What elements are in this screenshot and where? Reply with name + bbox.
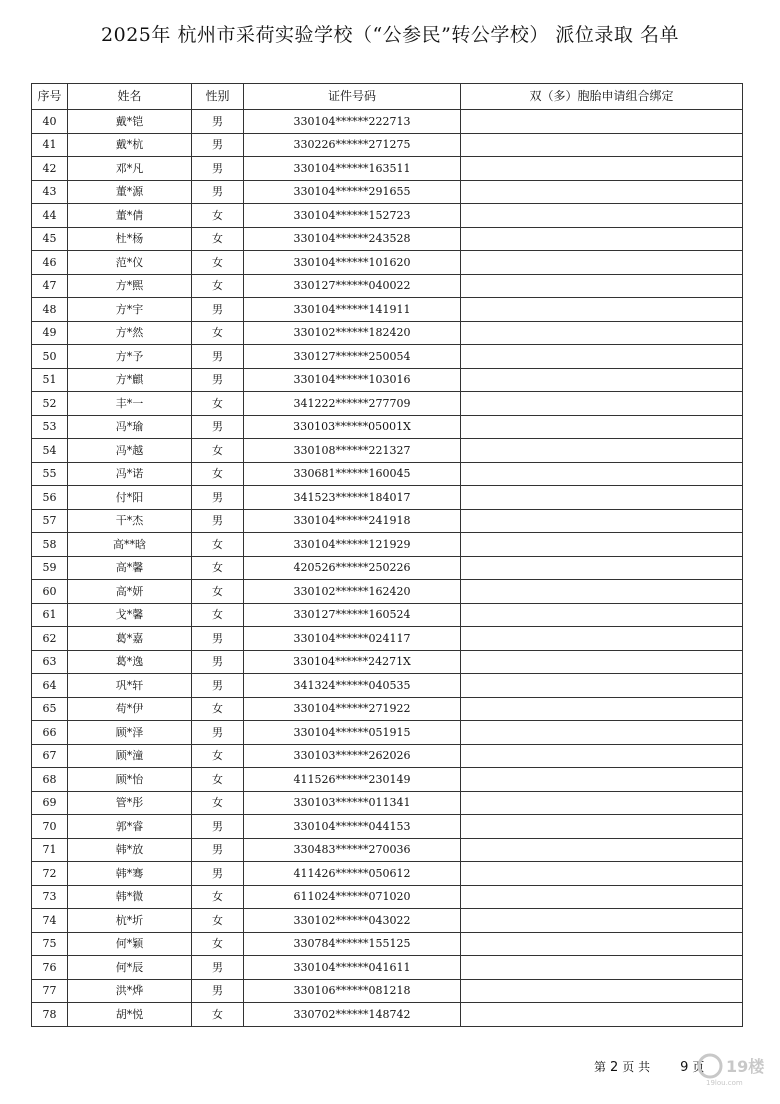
table-row — [32, 1003, 743, 1027]
cell-no: 44 — [32, 204, 68, 228]
cell-binding — [461, 415, 743, 439]
cell-no: 52 — [32, 392, 68, 416]
cell-binding — [461, 979, 743, 1003]
cell-id: 330127******040022 — [244, 274, 461, 298]
cell-name: 方*宇 — [68, 298, 192, 322]
table-row — [32, 909, 743, 933]
cell-binding — [461, 509, 743, 533]
cell-name: 方*然 — [68, 321, 192, 345]
cell-name: 戴*铠 — [68, 110, 192, 134]
cell-no: 58 — [32, 533, 68, 557]
table-row — [32, 627, 743, 651]
cell-binding — [461, 674, 743, 698]
table-row — [32, 204, 743, 228]
cell-binding — [461, 462, 743, 486]
cell-gender: 女 — [192, 603, 244, 627]
cell-name: 韩*放 — [68, 838, 192, 862]
watermark-ring-icon — [699, 1055, 721, 1077]
cell-name: 何*辰 — [68, 956, 192, 980]
cell-no: 47 — [32, 274, 68, 298]
cell-gender: 男 — [192, 862, 244, 886]
cell-id: 330102******162420 — [244, 580, 461, 604]
cell-binding — [461, 909, 743, 933]
table-row — [32, 838, 743, 862]
cell-name: 胡*悦 — [68, 1003, 192, 1027]
cell-no: 51 — [32, 368, 68, 392]
cell-id: 330104******024117 — [244, 627, 461, 651]
cell-binding — [461, 110, 743, 134]
cell-no: 59 — [32, 556, 68, 580]
cell-gender: 女 — [192, 462, 244, 486]
table-row — [32, 345, 743, 369]
cell-name: 管*彤 — [68, 791, 192, 815]
table-row — [32, 486, 743, 510]
cell-name: 何*颖 — [68, 932, 192, 956]
cell-gender: 男 — [192, 345, 244, 369]
cell-id: 330104******152723 — [244, 204, 461, 228]
table-row — [32, 580, 743, 604]
cell-binding — [461, 932, 743, 956]
header-no: 序号 — [32, 84, 68, 110]
cell-binding — [461, 533, 743, 557]
table-row — [32, 180, 743, 204]
cell-name: 高**晗 — [68, 533, 192, 557]
cell-binding — [461, 274, 743, 298]
cell-name: 丰*一 — [68, 392, 192, 416]
cell-binding — [461, 439, 743, 463]
cell-binding — [461, 791, 743, 815]
cell-id: 330483******270036 — [244, 838, 461, 862]
cell-gender: 女 — [192, 204, 244, 228]
cell-gender: 男 — [192, 110, 244, 134]
cell-gender: 男 — [192, 815, 244, 839]
cell-gender: 女 — [192, 227, 244, 251]
cell-gender: 女 — [192, 768, 244, 792]
cell-id: 330104******243528 — [244, 227, 461, 251]
cell-binding — [461, 815, 743, 839]
cell-no: 68 — [32, 768, 68, 792]
table-row — [32, 509, 743, 533]
cell-no: 75 — [32, 932, 68, 956]
cell-id: 330103******262026 — [244, 744, 461, 768]
watermark-site: 19lou.com — [706, 1079, 743, 1087]
table-row — [32, 956, 743, 980]
cell-name: 葛*逸 — [68, 650, 192, 674]
cell-no: 76 — [32, 956, 68, 980]
cell-no: 48 — [32, 298, 68, 322]
cell-binding — [461, 251, 743, 275]
cell-id: 330104******141911 — [244, 298, 461, 322]
cell-no: 71 — [32, 838, 68, 862]
cell-gender: 男 — [192, 979, 244, 1003]
cell-gender: 男 — [192, 368, 244, 392]
cell-binding — [461, 1003, 743, 1027]
cell-name: 顾*怡 — [68, 768, 192, 792]
table-row — [32, 932, 743, 956]
cell-no: 61 — [32, 603, 68, 627]
cell-gender: 男 — [192, 486, 244, 510]
cell-binding — [461, 556, 743, 580]
table-row — [32, 556, 743, 580]
cell-gender: 男 — [192, 721, 244, 745]
admission-table — [31, 83, 743, 1027]
table-row — [32, 744, 743, 768]
cell-no: 46 — [32, 251, 68, 275]
cell-gender: 女 — [192, 556, 244, 580]
cell-no: 62 — [32, 627, 68, 651]
cell-gender: 女 — [192, 533, 244, 557]
cell-name: 干*杰 — [68, 509, 192, 533]
cell-name: 杜*杨 — [68, 227, 192, 251]
cell-binding — [461, 838, 743, 862]
cell-binding — [461, 227, 743, 251]
cell-name: 巩*轩 — [68, 674, 192, 698]
table-row — [32, 768, 743, 792]
cell-no: 63 — [32, 650, 68, 674]
cell-name: 葛*嘉 — [68, 627, 192, 651]
table-row — [32, 791, 743, 815]
cell-gender: 男 — [192, 956, 244, 980]
table-row — [32, 885, 743, 909]
table-row — [32, 439, 743, 463]
cell-gender: 女 — [192, 251, 244, 275]
cell-name: 杭*圻 — [68, 909, 192, 933]
cell-no: 49 — [32, 321, 68, 345]
cell-gender: 男 — [192, 157, 244, 181]
header-name: 姓名 — [68, 84, 192, 110]
cell-id: 341324******040535 — [244, 674, 461, 698]
table-row — [32, 227, 743, 251]
cell-gender: 男 — [192, 627, 244, 651]
cell-id: 330104******121929 — [244, 533, 461, 557]
footer-label-pages: 页 — [692, 1060, 705, 1074]
cell-binding — [461, 321, 743, 345]
cell-gender: 女 — [192, 791, 244, 815]
cell-name: 付*阳 — [68, 486, 192, 510]
cell-no: 64 — [32, 674, 68, 698]
cell-gender: 女 — [192, 1003, 244, 1027]
cell-id: 420526******250226 — [244, 556, 461, 580]
table-body — [32, 110, 743, 1027]
cell-name: 高*妍 — [68, 580, 192, 604]
footer-label-page: 第 — [594, 1060, 607, 1074]
total-pages-number: 9 — [680, 1060, 689, 1075]
cell-gender: 女 — [192, 321, 244, 345]
cell-no: 60 — [32, 580, 68, 604]
cell-no: 45 — [32, 227, 68, 251]
cell-name: 顾*泽 — [68, 721, 192, 745]
cell-name: 董*倩 — [68, 204, 192, 228]
cell-no: 57 — [32, 509, 68, 533]
cell-no: 40 — [32, 110, 68, 134]
table-row — [32, 697, 743, 721]
table-row — [32, 815, 743, 839]
cell-id: 330104******101620 — [244, 251, 461, 275]
cell-gender: 男 — [192, 298, 244, 322]
cell-binding — [461, 721, 743, 745]
cell-id: 330681******160045 — [244, 462, 461, 486]
cell-id: 330102******043022 — [244, 909, 461, 933]
cell-id: 330104******163511 — [244, 157, 461, 181]
cell-gender: 女 — [192, 580, 244, 604]
table-row — [32, 674, 743, 698]
cell-id: 330103******011341 — [244, 791, 461, 815]
watermark-logo-text: 19楼 — [726, 1057, 765, 1076]
table-row — [32, 298, 743, 322]
cell-id: 411426******050612 — [244, 862, 461, 886]
cell-binding — [461, 627, 743, 651]
cell-name: 顾*潼 — [68, 744, 192, 768]
cell-name: 戴*杭 — [68, 133, 192, 157]
cell-gender: 男 — [192, 180, 244, 204]
page-footer — [594, 1058, 704, 1075]
cell-no: 65 — [32, 697, 68, 721]
cell-id: 330127******250054 — [244, 345, 461, 369]
cell-id: 341523******184017 — [244, 486, 461, 510]
cell-no: 56 — [32, 486, 68, 510]
cell-name: 董*源 — [68, 180, 192, 204]
cell-name: 高*馨 — [68, 556, 192, 580]
header-binding: 双（多）胞胎申请组合绑定 — [461, 84, 743, 110]
cell-gender: 女 — [192, 392, 244, 416]
cell-binding — [461, 392, 743, 416]
cell-binding — [461, 768, 743, 792]
table-header-row — [32, 84, 743, 110]
cell-name: 方*麒 — [68, 368, 192, 392]
cell-binding — [461, 956, 743, 980]
cell-gender: 女 — [192, 909, 244, 933]
cell-id: 330104******041611 — [244, 956, 461, 980]
cell-no: 72 — [32, 862, 68, 886]
cell-id: 330104******271922 — [244, 697, 461, 721]
table-row — [32, 415, 743, 439]
cell-id: 330103******05001X — [244, 415, 461, 439]
cell-name: 冯*诺 — [68, 462, 192, 486]
table-row — [32, 157, 743, 181]
table-row — [32, 721, 743, 745]
cell-no: 78 — [32, 1003, 68, 1027]
cell-no: 73 — [32, 885, 68, 909]
cell-id: 341222******277709 — [244, 392, 461, 416]
cell-binding — [461, 298, 743, 322]
cell-id: 330784******155125 — [244, 932, 461, 956]
cell-no: 42 — [32, 157, 68, 181]
cell-binding — [461, 133, 743, 157]
footer-label-of: 页 共 — [622, 1060, 651, 1074]
table-row — [32, 133, 743, 157]
cell-gender: 女 — [192, 697, 244, 721]
cell-name: 洪*烨 — [68, 979, 192, 1003]
cell-binding — [461, 862, 743, 886]
table-row — [32, 392, 743, 416]
cell-gender: 女 — [192, 439, 244, 463]
table-row — [32, 533, 743, 557]
cell-id: 411526******230149 — [244, 768, 461, 792]
cell-no: 54 — [32, 439, 68, 463]
cell-binding — [461, 180, 743, 204]
cell-no: 50 — [32, 345, 68, 369]
cell-gender: 女 — [192, 932, 244, 956]
cell-id: 330104******044153 — [244, 815, 461, 839]
cell-binding — [461, 157, 743, 181]
cell-no: 66 — [32, 721, 68, 745]
table-row — [32, 321, 743, 345]
cell-id: 330702******148742 — [244, 1003, 461, 1027]
cell-gender: 女 — [192, 274, 244, 298]
cell-binding — [461, 650, 743, 674]
table-row — [32, 603, 743, 627]
table-row — [32, 274, 743, 298]
cell-gender: 男 — [192, 509, 244, 533]
cell-name: 戈*馨 — [68, 603, 192, 627]
cell-no: 53 — [32, 415, 68, 439]
cell-name: 邓*凡 — [68, 157, 192, 181]
cell-binding — [461, 486, 743, 510]
cell-id: 330226******271275 — [244, 133, 461, 157]
cell-gender: 女 — [192, 885, 244, 909]
cell-id: 330104******24271X — [244, 650, 461, 674]
table-row — [32, 650, 743, 674]
cell-id: 330104******222713 — [244, 110, 461, 134]
cell-binding — [461, 368, 743, 392]
cell-name: 韩*骞 — [68, 862, 192, 886]
cell-name: 郭*睿 — [68, 815, 192, 839]
cell-no: 55 — [32, 462, 68, 486]
cell-no: 69 — [32, 791, 68, 815]
cell-no: 70 — [32, 815, 68, 839]
cell-name: 冯*越 — [68, 439, 192, 463]
cell-binding — [461, 345, 743, 369]
cell-gender: 女 — [192, 744, 244, 768]
cell-binding — [461, 697, 743, 721]
page-title: 2025年 杭州市采荷实验学校（“公参民”转公学校） 派位录取 名单 — [101, 24, 679, 46]
cell-no: 41 — [32, 133, 68, 157]
cell-id: 611024******071020 — [244, 885, 461, 909]
cell-no: 77 — [32, 979, 68, 1003]
cell-name: 苟*伊 — [68, 697, 192, 721]
cell-id: 330104******291655 — [244, 180, 461, 204]
table-row — [32, 368, 743, 392]
cell-no: 43 — [32, 180, 68, 204]
cell-gender: 男 — [192, 133, 244, 157]
cell-binding — [461, 580, 743, 604]
cell-id: 330108******221327 — [244, 439, 461, 463]
cell-gender: 男 — [192, 838, 244, 862]
cell-id: 330104******051915 — [244, 721, 461, 745]
cell-gender: 男 — [192, 650, 244, 674]
table-row — [32, 110, 743, 134]
cell-name: 冯*瑜 — [68, 415, 192, 439]
cell-id: 330102******182420 — [244, 321, 461, 345]
cell-name: 范*仪 — [68, 251, 192, 275]
header-gender: 性别 — [192, 84, 244, 110]
cell-no: 67 — [32, 744, 68, 768]
table-row — [32, 979, 743, 1003]
cell-id: 330104******241918 — [244, 509, 461, 533]
header-id: 证件号码 — [244, 84, 461, 110]
cell-binding — [461, 744, 743, 768]
cell-name: 韩*微 — [68, 885, 192, 909]
cell-no: 74 — [32, 909, 68, 933]
cell-id: 330104******103016 — [244, 368, 461, 392]
cell-gender: 男 — [192, 674, 244, 698]
table-row — [32, 462, 743, 486]
cell-id: 330106******081218 — [244, 979, 461, 1003]
watermark-logo — [696, 1052, 766, 1088]
table-row — [32, 251, 743, 275]
cell-binding — [461, 603, 743, 627]
current-page-number: 2 — [610, 1060, 619, 1075]
cell-binding — [461, 204, 743, 228]
table-row — [32, 862, 743, 886]
cell-name: 方*熙 — [68, 274, 192, 298]
cell-gender: 男 — [192, 415, 244, 439]
cell-name: 方*予 — [68, 345, 192, 369]
cell-binding — [461, 885, 743, 909]
cell-id: 330127******160524 — [244, 603, 461, 627]
